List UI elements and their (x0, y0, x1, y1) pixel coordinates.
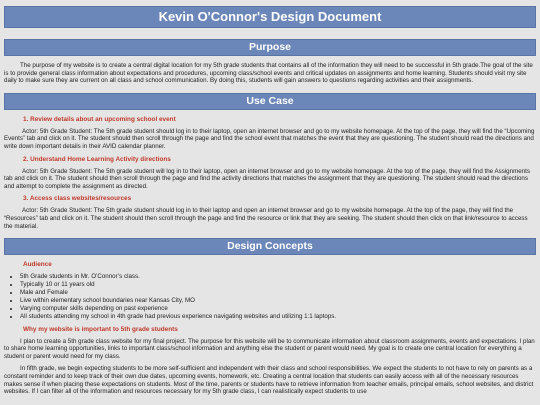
purpose-heading: Purpose (4, 39, 536, 56)
use-case-1-title: 1. Review details about an upcoming school event (23, 115, 176, 123)
page-title: Kevin O'Connor's Design Document (4, 6, 536, 28)
use-case-2-title: 2. Understand Home Learning Activity directions (23, 155, 171, 163)
use-case-1-text: Actor: 5th Grade Student: The 5th grade student should log in to their laptop, open an internet browser and go to my website homepage. At the top of the page, they will find the “Upcoming Events” tab and click on it. The student should then scroll through the page and find the school event that matches the event that they are questioning. The student should read the directions and write down important details in their AVID calendar planner. (4, 127, 535, 150)
audience-item: • Male and Female (20, 289, 536, 297)
audience-item: • 5th Grade students in Mr. O’Connor’s class. (20, 273, 536, 281)
use-case-3-text: Actor: 5th Grade Student: The 5th grade student should log in to their laptop and open an internet browser and go to my website homepage. At the top of the page, they will find the “Resources” tab and click on it. The student should then scroll through the page and find the resource or link that they are seeking. The student should then click on that link/resource to access the material. (4, 207, 528, 230)
use-case-3-title: 3. Access class websites/resources (23, 195, 132, 203)
audience-list (4, 273, 536, 320)
why-important-title: Why my website is important to 5th grade students (23, 325, 178, 333)
audience-item: • Typically 10 or 11 years old (20, 281, 536, 289)
why-paragraph-1: I plan to create a 5th grade class website for my final project. The purpose for this website will be to communicate information about classroom assignments, events and expectations. I plan to share home learning opportunities, links to important class/school information and anything else the student or parent would need. My goal is to create one central location for everything a student or parent would need for my class. (4, 337, 535, 360)
design-concepts-heading: Design Concepts (4, 238, 536, 255)
audience-item: • Varying computer skills depending on past experience (20, 305, 536, 313)
purpose-text: The purpose of my website is to create a central digital location for my 5th grade students that contains all of the information they will need to be successful in 5th grade.The goal of the site is to provide general class information about expectations and procedures, upcoming class/school events and critical updates on assignments and home learning. Students should visit my site daily to make sure they are current on all class and school communication. By doing this, students will gain answers to questions regarding activities and their assignments. (4, 62, 533, 85)
purpose-section (4, 39, 536, 85)
use-case-section (4, 93, 536, 230)
use-case-heading: Use Case (4, 93, 536, 110)
use-case-2-text: Actor: 5th Grade Student: The 5th grade student will log in to their laptop, open an internet browser and go to my website homepage. At the top of the page, they will find the Assignments tab and click on it. The student should then scroll through the page and find the activity directions that matches the assignment that they are questioning. The student should read the directions and attempt to complete the assignment as directed. (4, 167, 530, 190)
why-paragraph-2: In fifth grade, we begin expecting students to be more self-sufficient and independent with their class and school responsibilities. We expect the students to not have to rely on parents as a constant reminder and to keep track of their own due dates, upcoming events, homework, etc. Creating a central location that students can easily access with all of the necessary resources makes sense if when placing these expectations on students. Most of the time, parents or students have to retrieve information from teacher emails, principal emails, school websites, and district websites. If I can filter all of the information and resources necessary for my 5th grade class, I can realistically expect students to use (4, 365, 534, 396)
audience-item: • Live within elementary school boundaries near Kansas City, MO (20, 297, 536, 305)
audience-item: • All students attending my school in 4th grade had previous experience navigating websites and utilizing 1:1 laptops. (20, 313, 536, 321)
audience-title: Audience (23, 261, 52, 269)
design-concepts-section (4, 238, 536, 396)
